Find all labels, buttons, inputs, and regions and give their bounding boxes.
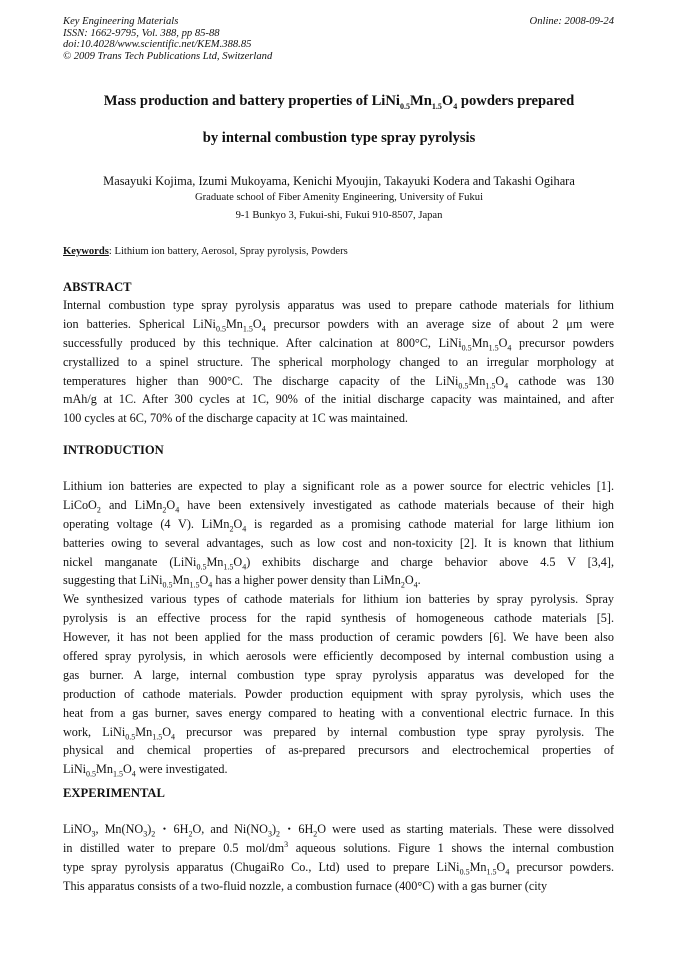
online-date: Online: 2008-09-24 bbox=[529, 16, 614, 27]
text-line: $LiNi_{0.5}Mn_{1.5}O_4$ were investigated. bbox=[63, 762, 228, 779]
experimental-body bbox=[63, 820, 614, 896]
text-line: type spray pyrolysis apparatus (ChugaiRo Co., Ltd) used to prepare $LiNi_{0.5}Mn_{1.5}O_4$ precursor powders. bbox=[63, 859, 614, 877]
text-line: nickel manganate $(LiNi_{0.5}Mn_{1.5}O_4)$ exhibits discharge and charge behavior above 4.5 V [3,4], bbox=[63, 554, 614, 571]
text-line: heat from a gas burner, saves energy compared to heating with a conventional electric furnace. In this bbox=[63, 705, 614, 720]
keywords-label: Keywords bbox=[63, 246, 109, 257]
abstract-body bbox=[63, 296, 614, 428]
text-line: in distilled water to prepare 0.5 mol/$dm^3$ aqueous solutions. Figure 1 shows the internal combustion bbox=[63, 839, 614, 855]
text-line: ion batteries. Spherical $LiNi_{0.5}Mn_{1.5}O_4$ precursor powders with an average size of about 2 μm were bbox=[63, 316, 614, 334]
text-line: pyrolysis is an effective process for the rapid synthesis of homogeneous cathode materials [5]. bbox=[63, 611, 614, 626]
copyright-line: © 2009 Trans Tech Publications Ltd, Switzerland bbox=[63, 50, 273, 62]
paper-title-line-2: by internal combustion type spray pyrolysis bbox=[202, 130, 476, 146]
text-line: suggesting that $LiNi_{0.5}Mn_{1.5}O_4$ has a higher power density than $LiMn_2O_4$. bbox=[63, 573, 421, 590]
journal-header bbox=[63, 16, 272, 62]
text-line: LiCoO$_2$ and $LiMn_2O_4$ have been extensively investigated as cathode materials because of their high bbox=[63, 497, 614, 515]
doi-line[interactable]: doi:10.4028/www.scientific.net/KEM.388.85 bbox=[63, 39, 252, 50]
text-line: temperatures higher than 900°C. The discharge capacity of the $LiNi_{0.5}Mn_{1.5}O_4$ cathode was 130 bbox=[63, 373, 614, 390]
paper-title-line-1: Mass production and battery properties of $LiNi_{0.5}Mn_{1.5}O_4$ powders prepared bbox=[103, 93, 575, 111]
text-line: work, $LiNi_{0.5}Mn_{1.5}O_4$ precursor was prepared by internal combustion type spray pyrolysis. The bbox=[63, 724, 614, 742]
text-line: gas burner. A large, internal combustion type spray pyrolysis apparatus was developed for the bbox=[63, 667, 614, 682]
abstract-heading: ABSTRACT bbox=[63, 280, 132, 294]
author-list: Masayuki Kojima, Izumi Mukoyama, Kenichi Myoujin, Takayuki Kodera and Takashi Ogihara bbox=[103, 174, 575, 188]
issn-line: ISSN: 1662-9795, Vol. 388, pp 85-88 bbox=[63, 27, 220, 39]
introduction-body bbox=[63, 477, 614, 779]
text-line: crystallized to a spinel structure. The spherical morphology changed to an irregular morphology at bbox=[63, 354, 614, 369]
experimental-heading: EXPERIMENTAL bbox=[63, 786, 165, 800]
text-line: Lithium ion batteries are expected to play a significant role as a power source for electric vehicles [1]. bbox=[63, 479, 614, 493]
keywords-text: : Lithium ion battery, Aerosol, Spray pyrolysis, Powders bbox=[108, 246, 348, 257]
affiliation-line-1: Graduate school of Fiber Amenity Engineering, University of Fukui bbox=[194, 192, 484, 203]
text-line: LiNO$_3$, $Mn(NO_3)_2$・$6H_2O$, and $Ni(NO_3)_2$・$6H_2O$ were used as starting materials. These were dissolved bbox=[63, 822, 614, 839]
text-line: 100 cycles at 6C, 70% of the discharge capacity at 1C was maintained. bbox=[63, 411, 408, 426]
text-line: offered spray pyrolysis, in which aerosols were efficiently decomposed by internal combustion using a bbox=[63, 649, 614, 664]
text-line: successfully produced by this technique. After calcination at 800°C, $LiNi_{0.5}Mn_{1.5}O_4$ precursor powders bbox=[63, 335, 614, 353]
affiliation-line-2: 9-1 Bunkyo 3, Fukui-shi, Fukui 910-8507, Japan bbox=[235, 210, 443, 221]
text-line: production of cathode materials. Powder production equipment with spray pyrolysis, which uses the bbox=[63, 686, 614, 701]
text-line: operating voltage (4 V). $LiMn_2O_4$ is regarded as a promising cathode material for large lithium ion bbox=[63, 516, 614, 534]
keywords bbox=[63, 246, 348, 257]
journal-name: Key Engineering Materials bbox=[63, 16, 179, 27]
text-line: physical and chemical properties of as-prepared precursors and electrochemical properties of bbox=[63, 743, 614, 758]
text-line: This apparatus consists of a two-fluid nozzle, a combustion furnace (400°C) with a gas burner (city bbox=[63, 878, 548, 893]
text-line: Internal combustion type spray pyrolysis apparatus was used to prepare cathode materials for lithium bbox=[63, 298, 614, 312]
text-line: We synthesized various types of cathode materials for lithium ion batteries by spray pyrolysis. Spray bbox=[63, 592, 614, 607]
text-line: However, it has not been applied for the mass production of ceramic powders [6]. We have been also bbox=[63, 630, 614, 645]
text-line: mAh/g at 1C. After 300 cycles at 1C, 90% of the initial discharge capacity was maintained, and after bbox=[63, 392, 614, 407]
text-line: batteries owing to several advantages, such as low cost and non-toxicity [2]. It is known that lithium bbox=[63, 535, 614, 550]
introduction-heading: INTRODUCTION bbox=[63, 443, 164, 457]
